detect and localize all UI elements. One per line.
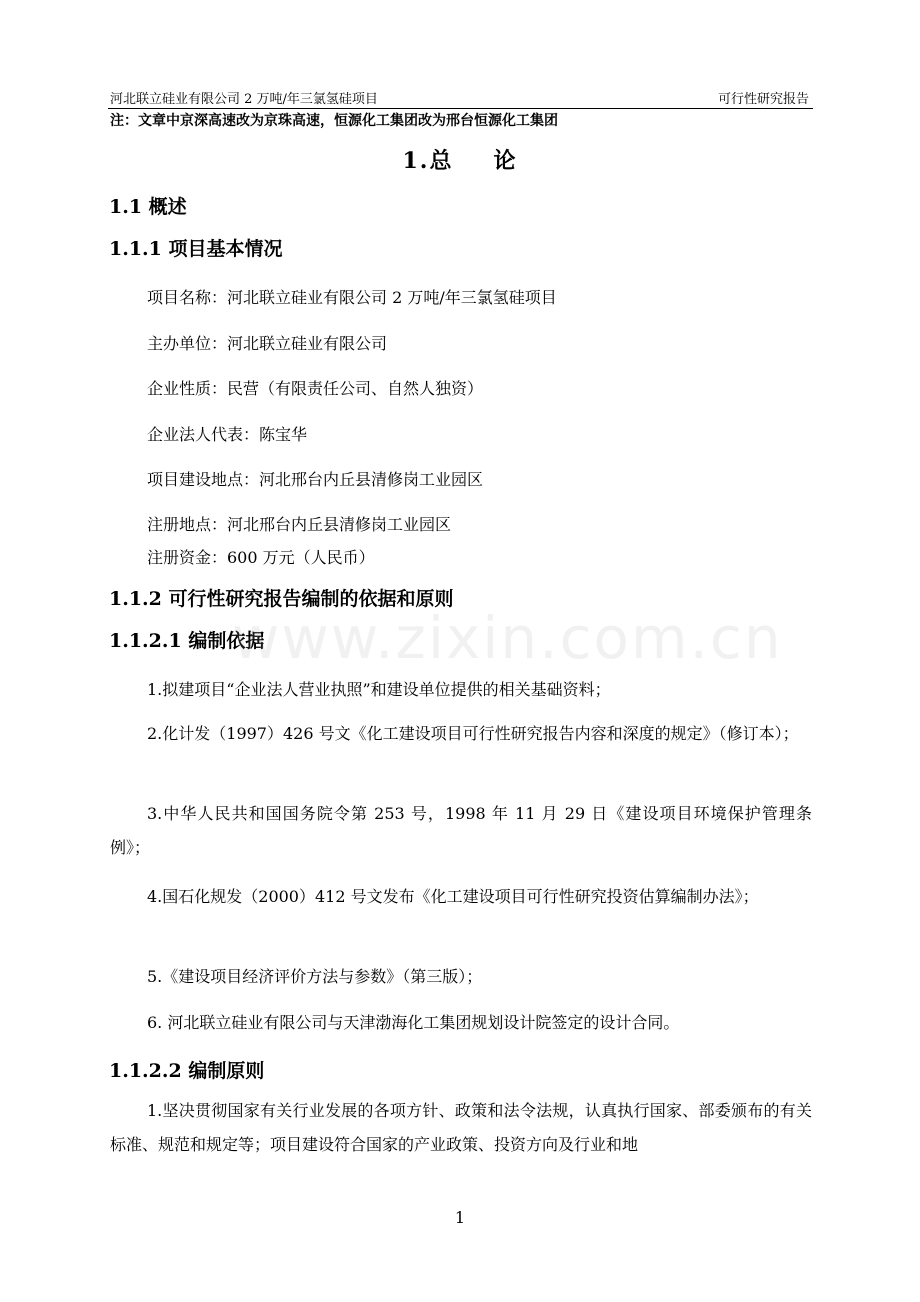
section-heading-1-1-2: 1.1.2 可行性研究报告编制的依据和原则 bbox=[109, 588, 454, 610]
chapter-title-part-1: 总 bbox=[429, 148, 454, 174]
info-legal-representative: 企业法人代表：陈宝华 bbox=[147, 425, 308, 444]
section-heading-1-1-2-1: 1.1.2.1 编制依据 bbox=[109, 630, 265, 652]
editor-note: 注：文章中京深高速改为京珠高速，恒源化工集团改为邢台恒源化工集团 bbox=[110, 113, 558, 129]
info-project-name: 项目名称：河北联立硅业有限公司 2 万吨/年三氯氢硅项目 bbox=[147, 288, 557, 307]
info-construction-site: 项目建设地点：河北邢台内丘县清修岗工业园区 bbox=[147, 470, 484, 489]
section-heading-1-1-2-2: 1.1.2.2 编制原则 bbox=[109, 1060, 265, 1082]
chapter-title bbox=[0, 144, 920, 175]
info-enterprise-nature: 企业性质：民营（有限责任公司、自然人独资） bbox=[147, 379, 484, 398]
header-report-type: 可行性研究报告 bbox=[717, 92, 809, 107]
page-number: 1 bbox=[454, 1208, 466, 1227]
header-document-title: 河北联立硅业有限公司 2 万吨/年三氯氢硅项目 bbox=[110, 92, 378, 107]
watermark: www.zixin.com.cn bbox=[232, 604, 783, 672]
info-registered-address: 注册地点：河北邢台内丘县清修岗工业园区 bbox=[147, 515, 452, 534]
basis-item-3: 3.中华人民共和国国务院令第 253 号，1998 年 11 月 29 日《建设项目环境保护管理条例》； bbox=[110, 804, 812, 857]
chapter-number: 1. bbox=[402, 148, 430, 174]
chapter-title-part-2: 论 bbox=[493, 148, 518, 174]
principle-item-1: 1.坚决贯彻国家有关行业发展的各项方针、政策和法令法规，认真执行国家、部委颁布的有关标准、规范和规定等；项目建设符合国家的产业政策、投资方向及行业和地 bbox=[110, 1101, 812, 1154]
page-header bbox=[108, 86, 813, 109]
basis-item-5: 5.《建设项目经济评价方法与参数》（第三版）； bbox=[147, 967, 483, 986]
basis-item-2: 2.化计发（1997）426 号文《化工建设项目可行性研究报告内容和深度的规定》（修订本）； bbox=[147, 724, 799, 743]
basis-item-1: 1.拟建项目“企业法人营业执照”和建设单位提供的相关基础资料； bbox=[147, 680, 611, 699]
info-host-unit: 主办单位：河北联立硅业有限公司 bbox=[147, 334, 388, 353]
basis-item-4: 4.国石化规发（2000）412 号文发布《化工建设项目可行性研究投资估算编制办法》； bbox=[147, 887, 759, 906]
section-heading-1-1-1: 1.1.1 项目基本情况 bbox=[109, 238, 283, 260]
section-heading-1-1: 1.1 概述 bbox=[109, 196, 187, 218]
info-registered-capital: 注册资金：600 万元（人民币） bbox=[147, 548, 375, 567]
basis-item-6: 6. 河北联立硅业有限公司与天津渤海化工集团规划设计院签定的设计合同。 bbox=[147, 1013, 680, 1032]
